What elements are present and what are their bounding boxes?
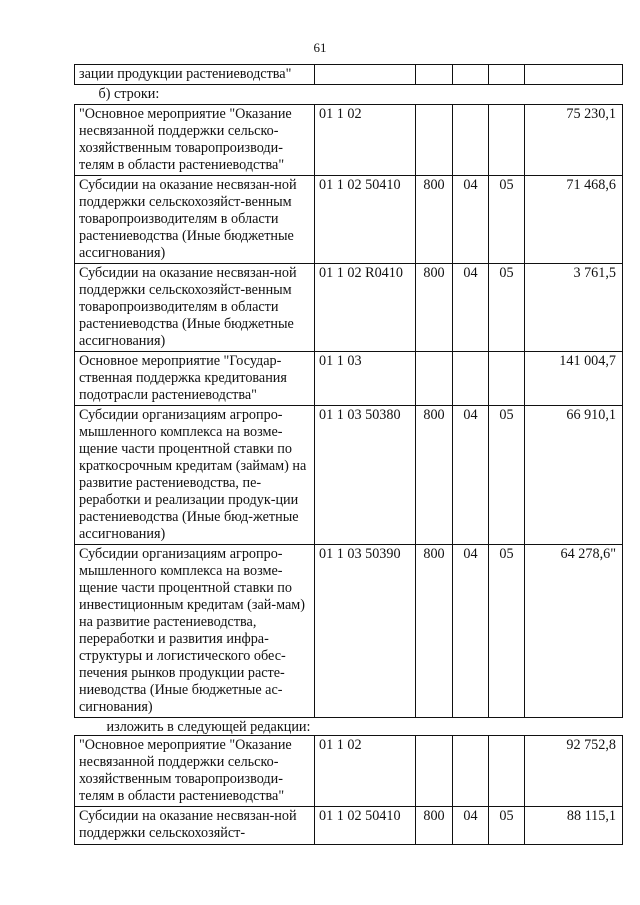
row-vr	[416, 352, 453, 406]
row-name: Субсидии на оказание несвязан-ной поддержки сельскохозяйст-венным товаропроизводителям в области растениеводства (Иные бюджетные ассигнования)	[75, 176, 315, 264]
table-row	[75, 545, 623, 718]
row-vr	[416, 736, 453, 807]
row-pr	[489, 736, 525, 807]
row-pr: 05	[489, 264, 525, 352]
row-amount: 75 230,1	[525, 105, 623, 176]
row-code: 01 1 03	[315, 352, 416, 406]
row-pr: 05	[489, 807, 525, 845]
table-row	[75, 264, 623, 352]
budget-table-old	[74, 64, 623, 737]
table-row	[75, 406, 623, 545]
row-code: 01 1 02 50410	[315, 176, 416, 264]
row-rz: 04	[453, 406, 489, 545]
table-row	[75, 176, 623, 264]
row-code: 01 1 03 50390	[315, 545, 416, 718]
row-amount: 88 115,1	[525, 807, 623, 845]
row-rz: 04	[453, 545, 489, 718]
table-row-continuation	[75, 65, 623, 85]
row-code: 01 1 02	[315, 736, 416, 807]
row-name: Субсидии на оказание несвязан-ной поддержки сельскохозяйст-	[75, 807, 315, 845]
row-name: Субсидии организациям агропро-мышленного комплекса на возме-щение части процентной ставки по краткосрочным кредитам (займам) на развитие растениеводства, пе-реработки и реализации продук-ции растениеводства (Иные бюд-жетные ассигнования)	[75, 406, 315, 545]
row-name: "Основное мероприятие "Оказание несвязанной поддержки сельско-хозяйственным товаропроизводи-телям в области растениеводства"	[75, 105, 315, 176]
row-vr: 800	[416, 545, 453, 718]
row-code: 01 1 02 R0410	[315, 264, 416, 352]
row-pr	[489, 105, 525, 176]
table-row	[75, 736, 623, 807]
row-pr	[489, 352, 525, 406]
row-vr: 800	[416, 176, 453, 264]
row-rz	[453, 105, 489, 176]
section-label-row	[75, 85, 623, 105]
table-row	[75, 352, 623, 406]
table-row	[75, 105, 623, 176]
row-rz: 04	[453, 176, 489, 264]
row-rz: 04	[453, 264, 489, 352]
row-rz	[453, 736, 489, 807]
row-pr: 05	[489, 176, 525, 264]
row-name: Субсидии организациям агропро-мышленного комплекса на возме-щение части процентной ставки по инвестиционным кредитам (зай-мам) на развитие растениеводства, переработки и развития инфра-структуры и логистического обес-печения рынков продукции расте-ниеводства (Иные бюджетные ас-сигнования)	[75, 545, 315, 718]
row-name: Основное мероприятие "Государ-ственная поддержка кредитования подотрасли растениеводства"	[75, 352, 315, 406]
row-code: 01 1 02	[315, 105, 416, 176]
instruction-text: изложить в следующей редакции:	[106, 719, 311, 735]
row-vr	[416, 105, 453, 176]
row-vr: 800	[416, 406, 453, 545]
row-vr: 800	[416, 264, 453, 352]
row-rz	[453, 352, 489, 406]
row-amount: 64 278,6"	[525, 545, 623, 718]
row-code: 01 1 02 50410	[315, 807, 416, 845]
section-label: б) строки:	[98, 86, 160, 102]
row-amount: 3 761,5	[525, 264, 623, 352]
row-amount: 92 752,8	[525, 736, 623, 807]
row-pr: 05	[489, 545, 525, 718]
row-pr: 05	[489, 406, 525, 545]
row-amount: 141 004,7	[525, 352, 623, 406]
row-amount: 66 910,1	[525, 406, 623, 545]
budget-table-new	[74, 735, 623, 845]
row-name: Субсидии на оказание несвязан-ной поддержки сельскохозяйст-венным товаропроизводителям в области растениеводства (Иные бюджетные ассигнования)	[75, 264, 315, 352]
row-code: 01 1 03 50380	[315, 406, 416, 545]
table-row	[75, 807, 623, 845]
row-name: "Основное мероприятие "Оказание несвязанной поддержки сельско-хозяйственным товаропроизводи-телям в области растениеводства"	[75, 736, 315, 807]
row-amount: 71 468,6	[525, 176, 623, 264]
row-rz: 04	[453, 807, 489, 845]
row-name: зации продукции растениеводства"	[75, 65, 315, 85]
page-number: 61	[313, 40, 327, 55]
row-vr: 800	[416, 807, 453, 845]
